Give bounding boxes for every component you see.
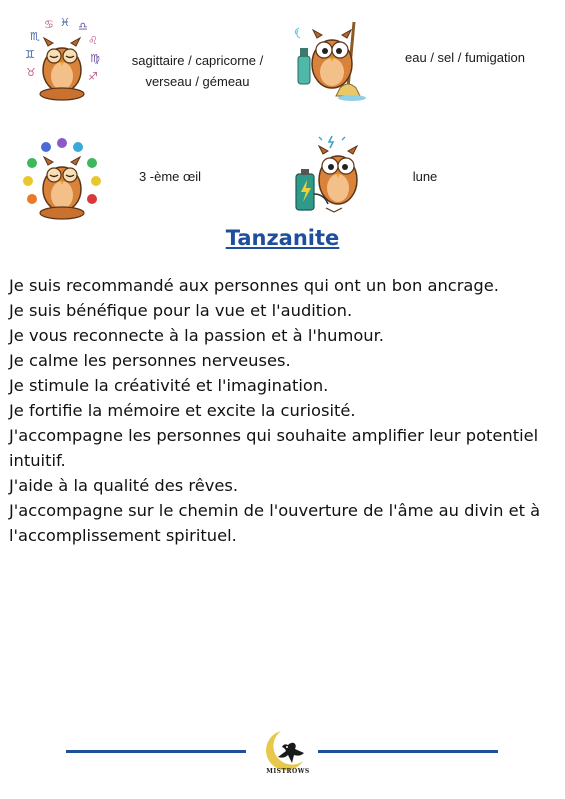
- svg-text:♓: ♓: [60, 18, 70, 29]
- description-line: J'aide à la qualité des rêves.: [9, 476, 239, 495]
- svg-text:♊: ♊: [25, 48, 35, 61]
- description-line: Je fortifie la mémoire et excite la curiosité.: [9, 401, 356, 420]
- owl-battery-charging-icon: [292, 134, 372, 218]
- meditating-owl-chakras-icon: [22, 137, 102, 221]
- footer-logo-text: MISTROWS: [266, 768, 310, 775]
- meditating-owl-zodiac-icon: [22, 18, 102, 102]
- svg-text:♎: ♎: [78, 20, 88, 33]
- feature-caption-zodiac-line1: sagittaire / capricorne /: [131, 53, 264, 68]
- feature-caption-zodiac-line2: verseau / gémeau: [145, 74, 250, 89]
- description-line: J'accompagne sur le chemin de l'ouverture de l'âme au divin et à l'accomplissement spirituel.: [9, 501, 541, 545]
- svg-text:♉: ♉: [26, 66, 36, 79]
- stone-title: Tanzanite: [225, 226, 340, 250]
- description-line: Je suis bénéfique pour la vue et l'audition.: [9, 301, 353, 320]
- feature-caption-third-eye: 3 -ème œil: [138, 169, 202, 184]
- svg-text:♍: ♍: [90, 52, 100, 65]
- footer-divider-left: [66, 750, 246, 753]
- svg-text:♏: ♏: [30, 30, 40, 43]
- svg-text:♌: ♌: [88, 34, 98, 47]
- feature-caption-moon: lune: [412, 169, 438, 184]
- description-line: Je vous reconnecte à la passion et à l'humour.: [9, 326, 384, 345]
- description-line: Je stimule la créativité et l'imagination.: [9, 376, 329, 395]
- feature-caption-cleansing: eau / sel / fumigation: [405, 50, 525, 65]
- svg-text:♋: ♋: [44, 18, 54, 31]
- cleaning-owl-spray-mop-icon: [292, 18, 372, 102]
- footer-divider-right: [318, 750, 498, 753]
- stone-description: [9, 273, 559, 548]
- description-line: Je calme les personnes nerveuses.: [9, 351, 291, 370]
- description-line: J'accompagne les personnes qui souhaite amplifier leur potentiel intuitif.: [9, 426, 539, 470]
- svg-text:♐: ♐: [88, 70, 98, 83]
- description-line: Je suis recommandé aux personnes qui ont un bon ancrage.: [9, 276, 499, 295]
